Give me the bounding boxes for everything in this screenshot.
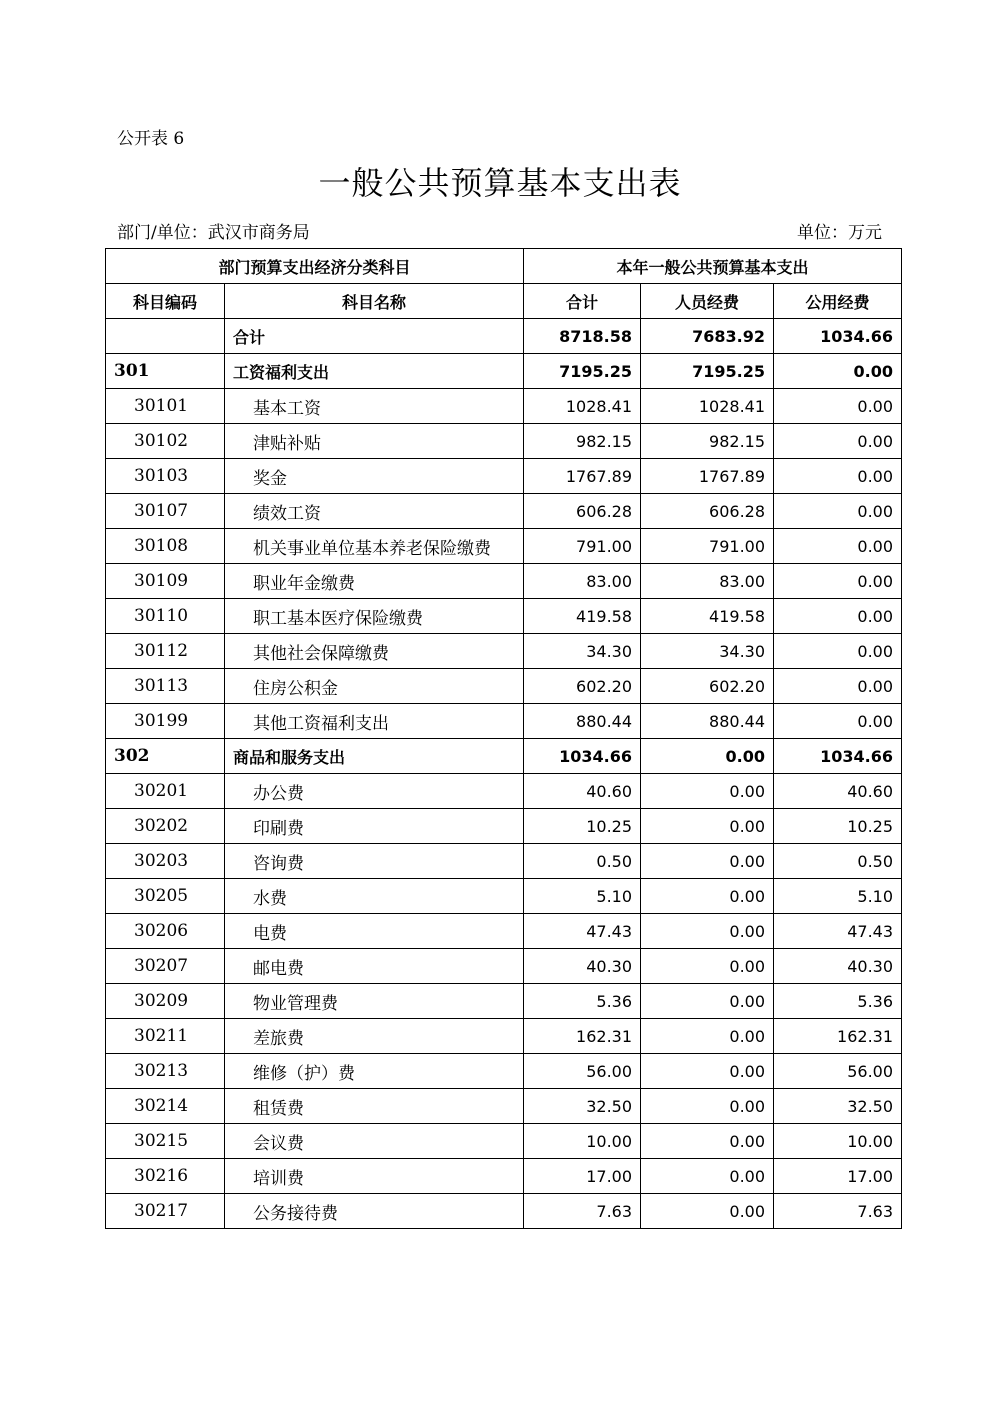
row-total: 1028.41 — [524, 389, 641, 424]
row-name: 机关事业单位基本养老保险缴费 — [225, 529, 524, 564]
row-personnel: 0.00 — [641, 879, 774, 914]
row-public: 5.10 — [774, 879, 902, 914]
table-row — [106, 879, 902, 914]
table-row — [106, 354, 902, 389]
table-row — [106, 459, 902, 494]
row-public: 7.63 — [774, 1194, 902, 1229]
row-public: 0.50 — [774, 844, 902, 879]
row-name: 维修（护）费 — [225, 1054, 524, 1089]
row-code: 30217 — [106, 1194, 225, 1229]
row-total: 8718.58 — [524, 319, 641, 354]
table-row — [106, 1194, 902, 1229]
row-public: 162.31 — [774, 1019, 902, 1054]
table-row — [106, 739, 902, 774]
row-total: 40.30 — [524, 949, 641, 984]
row-code: 30101 — [106, 389, 225, 424]
table-row — [106, 424, 902, 459]
row-code: 30108 — [106, 529, 225, 564]
row-total: 602.20 — [524, 669, 641, 704]
row-code: 30211 — [106, 1019, 225, 1054]
row-code: 301 — [106, 354, 225, 389]
table-row — [106, 844, 902, 879]
row-public: 1034.66 — [774, 319, 902, 354]
row-total: 47.43 — [524, 914, 641, 949]
row-code — [106, 319, 225, 354]
row-code: 30112 — [106, 634, 225, 669]
row-personnel: 0.00 — [641, 914, 774, 949]
row-public: 56.00 — [774, 1054, 902, 1089]
row-code: 30206 — [106, 914, 225, 949]
group-header-expenditure: 本年一般公共预算基本支出 — [524, 249, 902, 284]
row-code: 30110 — [106, 599, 225, 634]
row-public: 10.00 — [774, 1124, 902, 1159]
table-row — [106, 1089, 902, 1124]
row-code: 30102 — [106, 424, 225, 459]
row-personnel: 0.00 — [641, 774, 774, 809]
row-name: 租赁费 — [225, 1089, 524, 1124]
table-row — [106, 389, 902, 424]
budget-table — [105, 248, 902, 1229]
row-code: 30205 — [106, 879, 225, 914]
row-total: 419.58 — [524, 599, 641, 634]
row-code: 30202 — [106, 809, 225, 844]
table-row — [106, 599, 902, 634]
row-name: 电费 — [225, 914, 524, 949]
row-personnel: 0.00 — [641, 844, 774, 879]
row-code: 30207 — [106, 949, 225, 984]
row-personnel: 1028.41 — [641, 389, 774, 424]
unit-label: 单位：万元 — [797, 223, 882, 243]
row-personnel: 791.00 — [641, 529, 774, 564]
row-personnel: 0.00 — [641, 1124, 774, 1159]
row-name: 其他社会保障缴费 — [225, 634, 524, 669]
table-row — [106, 984, 902, 1019]
row-total: 56.00 — [524, 1054, 641, 1089]
table-body — [106, 319, 902, 1229]
row-total: 880.44 — [524, 704, 641, 739]
row-public: 0.00 — [774, 669, 902, 704]
table-row — [106, 774, 902, 809]
row-code: 30103 — [106, 459, 225, 494]
column-header-name: 科目名称 — [225, 284, 524, 319]
row-code: 30203 — [106, 844, 225, 879]
column-header-personnel: 人员经费 — [641, 284, 774, 319]
row-public: 0.00 — [774, 389, 902, 424]
row-total: 10.00 — [524, 1124, 641, 1159]
row-public: 0.00 — [774, 459, 902, 494]
row-public: 47.43 — [774, 914, 902, 949]
row-name: 绩效工资 — [225, 494, 524, 529]
row-public: 40.30 — [774, 949, 902, 984]
row-personnel: 880.44 — [641, 704, 774, 739]
row-code: 30216 — [106, 1159, 225, 1194]
row-personnel: 0.00 — [641, 1054, 774, 1089]
table-row — [106, 529, 902, 564]
table-row — [106, 914, 902, 949]
row-name: 津贴补贴 — [225, 424, 524, 459]
row-name: 咨询费 — [225, 844, 524, 879]
row-public: 0.00 — [774, 599, 902, 634]
row-total: 5.36 — [524, 984, 641, 1019]
row-total: 10.25 — [524, 809, 641, 844]
table-row — [106, 634, 902, 669]
row-personnel: 7683.92 — [641, 319, 774, 354]
row-personnel: 602.20 — [641, 669, 774, 704]
row-public: 17.00 — [774, 1159, 902, 1194]
column-header-public: 公用经费 — [774, 284, 902, 319]
row-code: 30109 — [106, 564, 225, 599]
row-public: 0.00 — [774, 704, 902, 739]
row-total: 982.15 — [524, 424, 641, 459]
row-total: 17.00 — [524, 1159, 641, 1194]
row-name: 住房公积金 — [225, 669, 524, 704]
group-header-classification: 部门预算支出经济分类科目 — [106, 249, 524, 284]
row-total: 7195.25 — [524, 354, 641, 389]
row-name: 工资福利支出 — [225, 354, 524, 389]
row-name: 公务接待费 — [225, 1194, 524, 1229]
table-row — [106, 949, 902, 984]
row-personnel: 0.00 — [641, 1089, 774, 1124]
row-name: 培训费 — [225, 1159, 524, 1194]
row-name: 商品和服务支出 — [225, 739, 524, 774]
row-name: 会议费 — [225, 1124, 524, 1159]
row-name: 基本工资 — [225, 389, 524, 424]
row-code: 30209 — [106, 984, 225, 1019]
row-name: 办公费 — [225, 774, 524, 809]
row-name: 水费 — [225, 879, 524, 914]
row-personnel: 0.00 — [641, 949, 774, 984]
row-public: 32.50 — [774, 1089, 902, 1124]
row-name: 其他工资福利支出 — [225, 704, 524, 739]
row-personnel: 0.00 — [641, 1019, 774, 1054]
row-personnel: 982.15 — [641, 424, 774, 459]
row-public: 0.00 — [774, 354, 902, 389]
row-public: 40.60 — [774, 774, 902, 809]
row-personnel: 0.00 — [641, 739, 774, 774]
row-total: 791.00 — [524, 529, 641, 564]
table-row — [106, 1019, 902, 1054]
row-name: 合计 — [225, 319, 524, 354]
row-personnel: 0.00 — [641, 1159, 774, 1194]
row-total: 162.31 — [524, 1019, 641, 1054]
row-public: 1034.66 — [774, 739, 902, 774]
row-code: 30201 — [106, 774, 225, 809]
row-public: 10.25 — [774, 809, 902, 844]
row-total: 606.28 — [524, 494, 641, 529]
row-total: 1767.89 — [524, 459, 641, 494]
row-public: 0.00 — [774, 564, 902, 599]
row-name: 职业年金缴费 — [225, 564, 524, 599]
row-personnel: 1767.89 — [641, 459, 774, 494]
row-code: 30214 — [106, 1089, 225, 1124]
column-header-code: 科目编码 — [106, 284, 225, 319]
row-total: 7.63 — [524, 1194, 641, 1229]
row-total: 1034.66 — [524, 739, 641, 774]
table-row — [106, 319, 902, 354]
table-row — [106, 494, 902, 529]
row-personnel: 83.00 — [641, 564, 774, 599]
page-title: 一般公共预算基本支出表 — [318, 164, 682, 202]
table-row — [106, 669, 902, 704]
table-row — [106, 704, 902, 739]
table-row — [106, 1159, 902, 1194]
table-row — [106, 809, 902, 844]
row-personnel: 0.00 — [641, 984, 774, 1019]
row-public: 5.36 — [774, 984, 902, 1019]
row-personnel: 0.00 — [641, 1194, 774, 1229]
row-total: 32.50 — [524, 1089, 641, 1124]
row-code: 30215 — [106, 1124, 225, 1159]
row-public: 0.00 — [774, 494, 902, 529]
table-number: 公开表 6 — [117, 129, 185, 149]
table-row — [106, 1124, 902, 1159]
row-name: 印刷费 — [225, 809, 524, 844]
row-total: 5.10 — [524, 879, 641, 914]
row-total: 83.00 — [524, 564, 641, 599]
row-personnel: 34.30 — [641, 634, 774, 669]
table-row — [106, 1054, 902, 1089]
row-name: 奖金 — [225, 459, 524, 494]
row-total: 0.50 — [524, 844, 641, 879]
department-label: 部门/单位：武汉市商务局 — [117, 223, 310, 243]
row-personnel: 0.00 — [641, 809, 774, 844]
row-code: 30113 — [106, 669, 225, 704]
row-name: 邮电费 — [225, 949, 524, 984]
row-code: 30199 — [106, 704, 225, 739]
row-name: 差旅费 — [225, 1019, 524, 1054]
table-row — [106, 564, 902, 599]
row-code: 302 — [106, 739, 225, 774]
row-name: 职工基本医疗保险缴费 — [225, 599, 524, 634]
row-public: 0.00 — [774, 424, 902, 459]
row-personnel: 7195.25 — [641, 354, 774, 389]
row-code: 30107 — [106, 494, 225, 529]
row-total: 40.60 — [524, 774, 641, 809]
row-name: 物业管理费 — [225, 984, 524, 1019]
row-personnel: 419.58 — [641, 599, 774, 634]
row-total: 34.30 — [524, 634, 641, 669]
row-code: 30213 — [106, 1054, 225, 1089]
column-header-total: 合计 — [524, 284, 641, 319]
row-public: 0.00 — [774, 634, 902, 669]
row-public: 0.00 — [774, 529, 902, 564]
row-personnel: 606.28 — [641, 494, 774, 529]
